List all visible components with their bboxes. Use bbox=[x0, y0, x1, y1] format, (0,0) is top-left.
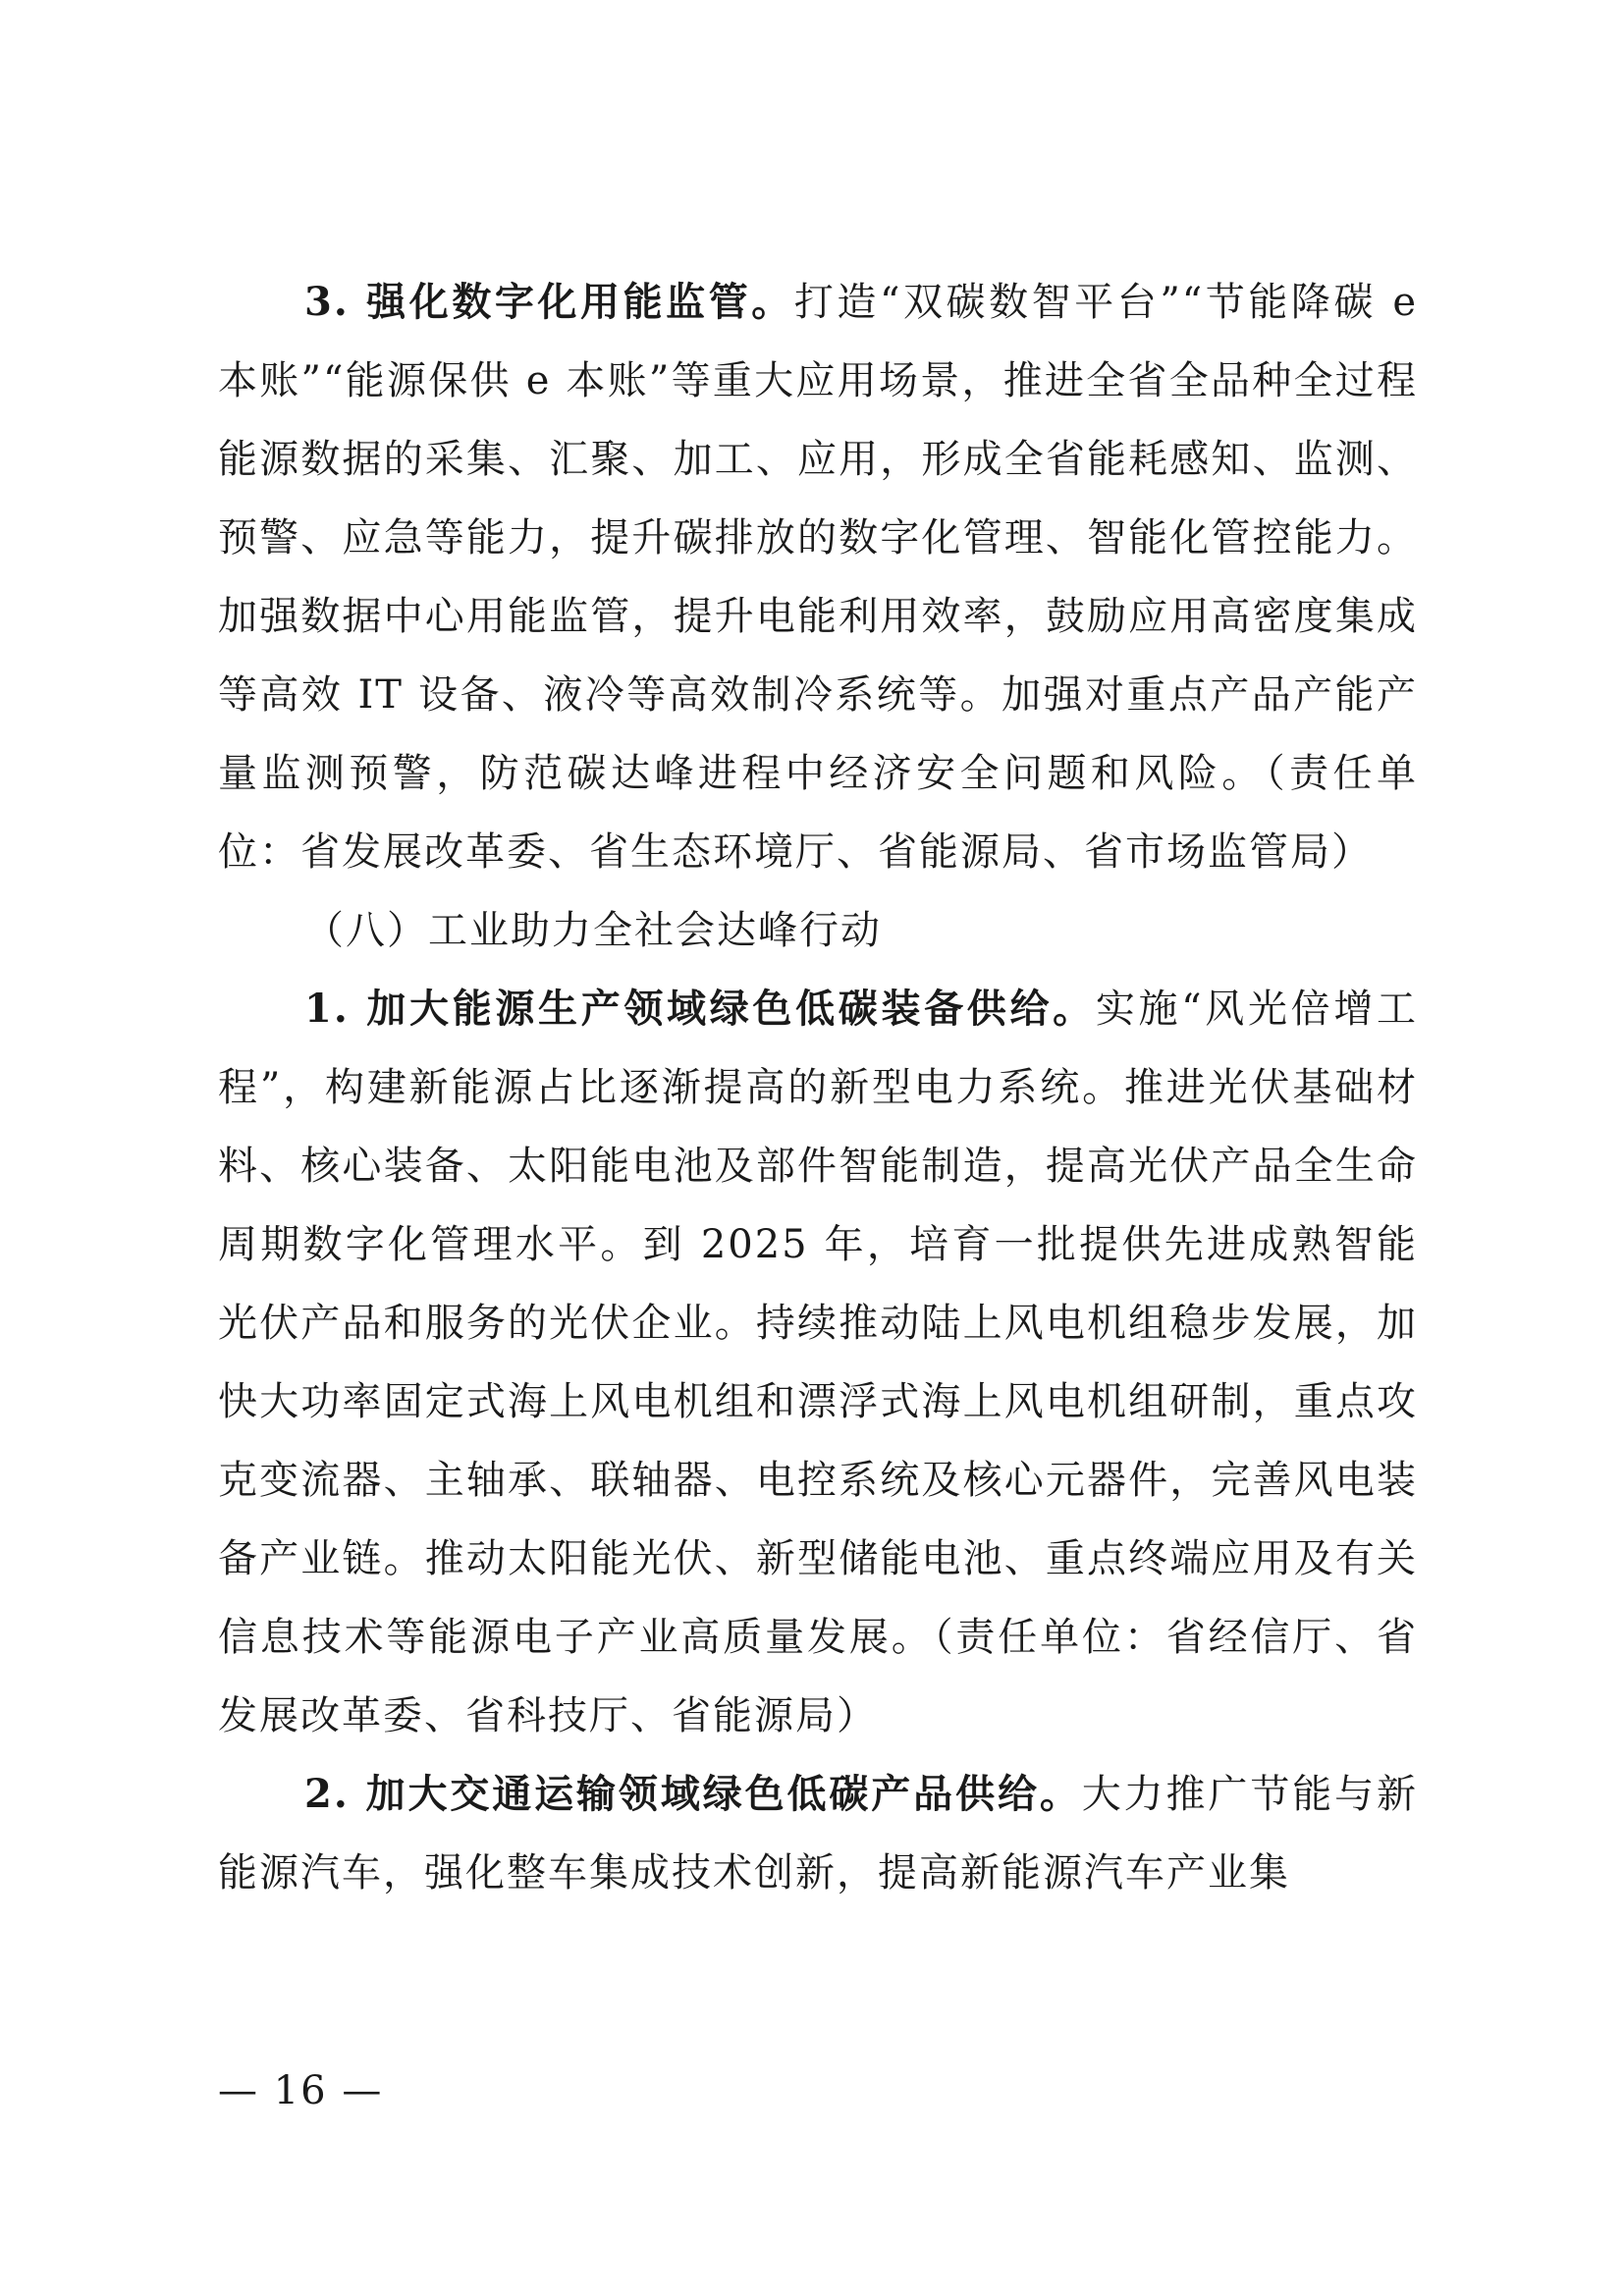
page-number: — 16 — bbox=[218, 2068, 384, 2113]
section-heading-text: （八）工业助力全社会达峰行动 bbox=[304, 908, 882, 953]
paragraph-heading: 2. 加大交通运输领域绿色低碳产品供给。 bbox=[304, 1771, 1082, 1817]
paragraph-text: 打造“双碳数智平台”“节能降碳 e 本账”“能源保供 e 本账”等重大应用场景，推进全省全品种全过程能源数据的采集、汇聚、加工、应用，形成全省能耗感知、监测、预警、应急等能力，提升碳排放的数字化管理、智能化管控能力。加强数据中心用能监管，提升电能利用效率，鼓励应用高密度集成等高效 IT 设备、液冷等高效制冷系统等。加强对重点产品产能产量监测预警，防范碳达峰进程中经济安全问题和风险。（责任单位：省发展改革委、省生态环境厅、省能源局、省市场监管局） bbox=[218, 280, 1419, 875]
paragraph-text: 大力推广节能与新能源汽车，强化整车集成技术创新，提高新能源汽车产业集 bbox=[218, 1772, 1418, 1896]
paragraph-text: 实施“风光倍增工程”，构建新能源占比逐渐提高的新型电力系统。推进光伏基础材料、核心装备、太阳能电池及部件智能制造，提高光伏产品全生命周期数字化管理水平。到 2025 年，培育一批提供先进成熟智能光伏产品和服务的光伏企业。持续推动陆上风电机组稳步发展，加快大功率固定式海上风电机组和漂浮式海上风电机组研制，重点攻克变流器、主轴承、联轴器、电控系统及核心元器件，完善风电装备产业链。推动太阳能光伏、新型储能电池、重点终端应用及有关信息技术等能源电子产业高质量发展。（责任单位：省经信厅、省发展改革委、省科技厅、省能源局） bbox=[218, 987, 1418, 1738]
paragraph-digital-energy-supervision bbox=[218, 263, 1418, 891]
paragraph-energy-production-equipment bbox=[218, 970, 1418, 1755]
document-body bbox=[218, 263, 1418, 1912]
section-heading-industry-peak-action bbox=[218, 891, 1418, 970]
paragraph-heading: 3. 强化数字化用能监管。 bbox=[304, 279, 794, 325]
paragraph-heading: 1. 加大能源生产领域绿色低碳装备供给。 bbox=[304, 986, 1096, 1032]
paragraph-transport-products bbox=[218, 1755, 1418, 1912]
